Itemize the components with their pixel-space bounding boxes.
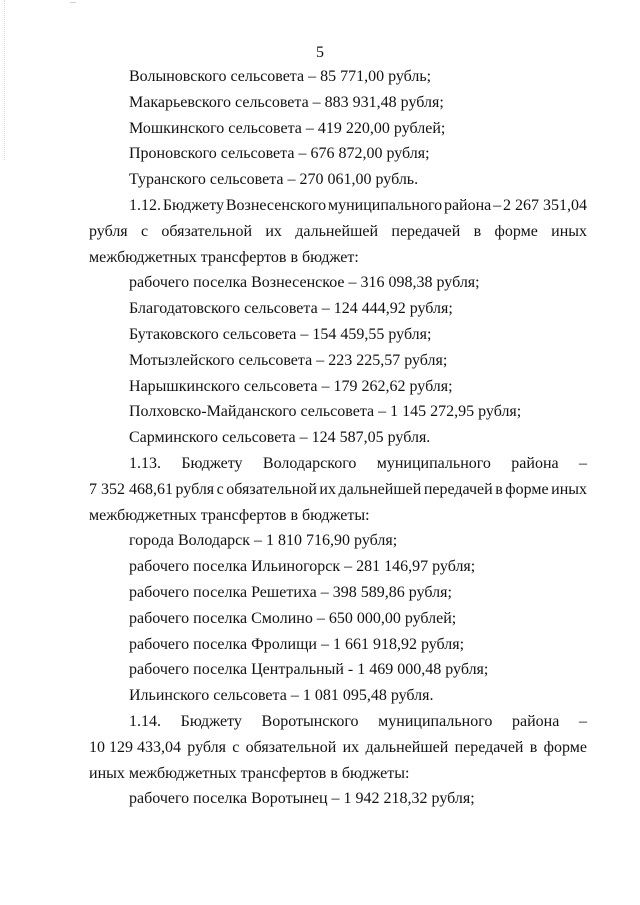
word: района bbox=[511, 454, 559, 472]
word: 7 352 468,61 bbox=[89, 480, 173, 498]
word: в bbox=[495, 480, 503, 498]
word: с bbox=[232, 738, 240, 756]
paragraph-line bbox=[89, 219, 587, 245]
list-item: Волыновского сельсовета – 85 771,00 рубль; bbox=[129, 68, 432, 85]
word: форме bbox=[543, 738, 587, 756]
list-1-13 bbox=[89, 528, 587, 709]
word: Бюджету bbox=[181, 454, 243, 472]
word: Воротынского bbox=[261, 712, 359, 730]
word: района bbox=[512, 712, 560, 730]
word: форме bbox=[505, 480, 549, 498]
word: дальнейшей bbox=[295, 222, 379, 240]
paragraph-1-12 bbox=[89, 193, 587, 270]
word: в bbox=[473, 222, 482, 240]
list-item: рабочего поселка Воротынец – 1 942 218,32 рубля; bbox=[129, 790, 475, 808]
word: с bbox=[140, 222, 149, 240]
word: обязательной bbox=[226, 480, 317, 498]
list-item: Бутаковского сельсовета – 154 459,55 рубля; bbox=[129, 325, 432, 343]
word: их bbox=[319, 480, 336, 498]
scan-edge-marks bbox=[4, 0, 6, 160]
word: района bbox=[443, 196, 492, 214]
word: в bbox=[529, 738, 538, 756]
word: дальнейшей bbox=[338, 480, 422, 498]
word: обязательной bbox=[245, 738, 337, 756]
paragraph-last-line: межбюджетных трансфертов в бюджеты: bbox=[89, 506, 370, 524]
word: обязательной bbox=[161, 222, 253, 240]
paragraph-first-line bbox=[89, 193, 587, 219]
list-1-12 bbox=[89, 270, 587, 451]
word: 10 129 433,04 bbox=[89, 738, 181, 756]
word: с bbox=[216, 480, 224, 498]
word: их bbox=[342, 738, 360, 756]
paragraph-last-line: межбюджетных трансфертов в бюджет: bbox=[89, 248, 359, 266]
word: – bbox=[578, 454, 587, 472]
list-item: Туранского сельсовета – 270 061,00 рубль. bbox=[129, 171, 419, 189]
word: передачей bbox=[391, 222, 461, 240]
word: муниципального bbox=[378, 712, 493, 730]
word: – bbox=[493, 196, 502, 214]
word: Володарского bbox=[262, 454, 357, 472]
paragraph-1-13 bbox=[89, 451, 587, 528]
word: Вознесенского bbox=[225, 196, 327, 214]
word: дальнейшей bbox=[365, 738, 449, 756]
paragraph-line bbox=[89, 477, 587, 503]
word: 1.12. bbox=[129, 196, 161, 214]
list-item: Мошкинского сельсовета – 419 220,00 рублей; bbox=[129, 119, 446, 137]
paragraph-first-line bbox=[89, 451, 587, 477]
word: Бюджету bbox=[162, 196, 225, 214]
paragraph-first-line bbox=[89, 709, 587, 735]
paragraph-last-line: иных межбюджетных трансфертов в бюджеты: bbox=[89, 764, 410, 782]
word: муниципального bbox=[327, 196, 443, 214]
list-item: Макарьевского сельсовета – 883 931,48 рубля; bbox=[129, 93, 444, 111]
word: их bbox=[265, 222, 282, 240]
list-item: Полховско-Майданского сельсовета – 1 145 272,95 рубля; bbox=[129, 403, 522, 421]
list-1-14 bbox=[89, 786, 587, 812]
word: 1.14. bbox=[129, 712, 161, 730]
list-item: рабочего поселка Фролищи – 1 661 918,92 рубля; bbox=[129, 635, 465, 653]
word: 1.13. bbox=[129, 454, 161, 472]
top-list bbox=[89, 64, 587, 193]
word: рубля bbox=[89, 222, 128, 240]
list-item: Благодатовского сельсовета – 124 444,92 рубля; bbox=[129, 300, 453, 318]
word: 2 267 351,04 bbox=[502, 196, 587, 214]
paragraph-1-14 bbox=[89, 709, 587, 786]
list-item: Ильинского сельсовета – 1 081 095,48 рубля. bbox=[129, 687, 434, 705]
word: иных bbox=[551, 222, 587, 240]
word: рубля bbox=[175, 480, 215, 498]
list-item: рабочего поселка Ильиногорск – 281 146,97 рубля; bbox=[129, 558, 476, 576]
list-item: Проновского сельсовета – 676 872,00 рубля; bbox=[129, 145, 430, 163]
word: муниципального bbox=[376, 454, 491, 472]
word: Бюджету bbox=[180, 712, 242, 730]
document-body bbox=[89, 64, 587, 812]
list-item: Нарышкинского сельсовета – 179 262,62 рубля; bbox=[129, 377, 453, 395]
paragraph-line bbox=[89, 735, 587, 761]
scan-artifact bbox=[70, 2, 76, 3]
list-item: города Володарск – 1 810 716,90 рубля; bbox=[129, 532, 398, 550]
list-item: Мотызлейского сельсовета – 223 225,57 рубля; bbox=[129, 351, 448, 369]
list-item: рабочего поселка Решетиха – 398 589,86 рубля; bbox=[129, 583, 452, 601]
word: форме bbox=[494, 222, 538, 240]
word: иных bbox=[551, 480, 587, 498]
list-item: рабочего поселка Вознесенское – 316 098,38 рубля; bbox=[129, 274, 480, 292]
list-item: Сарминского сельсовета – 124 587,05 рубля. bbox=[129, 429, 431, 447]
word: передачей bbox=[423, 480, 493, 498]
word: рубля bbox=[187, 738, 226, 756]
word: – bbox=[579, 712, 587, 730]
word: передачей bbox=[454, 738, 524, 756]
list-item: рабочего поселка Центральный - 1 469 000,48 рубля; bbox=[129, 661, 489, 679]
list-item: рабочего поселка Смолино – 650 000,00 рублей; bbox=[129, 609, 457, 627]
page-number: 5 bbox=[316, 44, 324, 61]
